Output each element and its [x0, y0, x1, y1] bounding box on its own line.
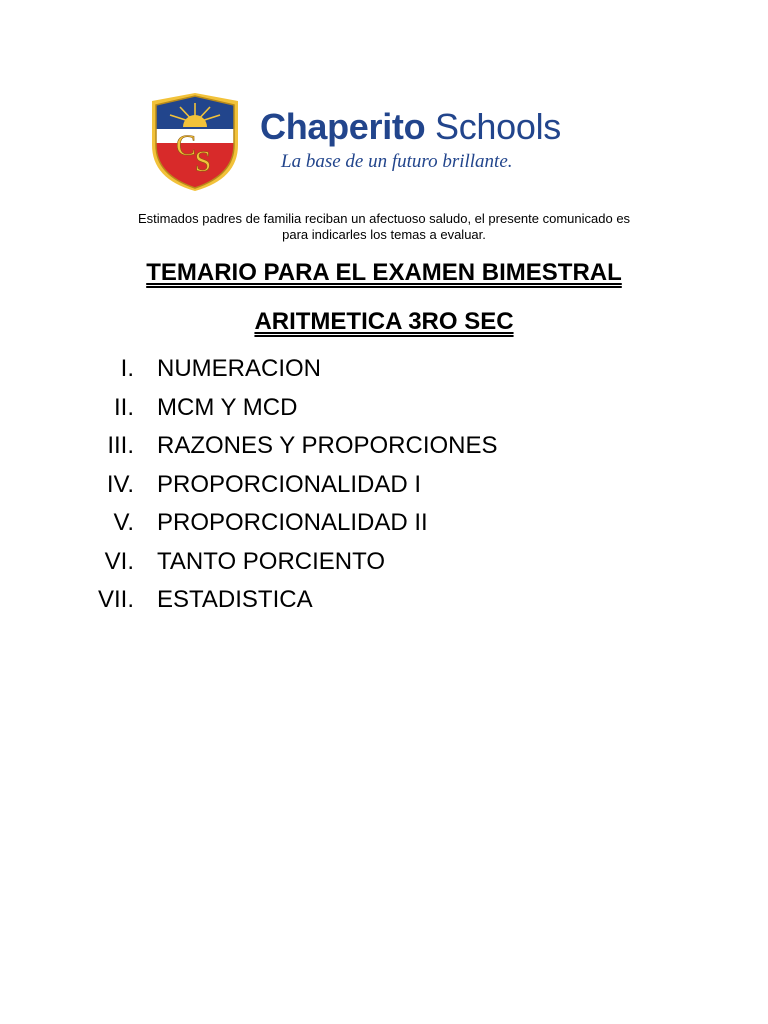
school-name — [260, 107, 561, 147]
topic-number: III. — [107, 432, 134, 459]
topic-text: TANTO PORCIENTO — [157, 547, 386, 575]
topic-item — [60, 543, 386, 582]
topic-text: NUMERACION — [157, 355, 322, 382]
topic-number: I. — [120, 355, 134, 382]
topic-list — [60, 350, 498, 620]
document-title — [0, 258, 768, 288]
document-title-text: TEMARIO PARA EL EXAMEN BIMESTRAL — [146, 259, 622, 286]
topic-number: V. — [113, 509, 134, 536]
topic-text: PROPORCIONALIDAD I — [157, 470, 422, 498]
school-crest-logo — [150, 93, 240, 191]
topic-item — [60, 466, 422, 505]
crest-letter-c: C — [175, 129, 197, 162]
topic-text: MCM Y MCD — [157, 393, 298, 421]
letterhead — [150, 93, 610, 193]
school-tagline: La base de un futuro brillante. — [281, 151, 513, 172]
topic-item — [60, 427, 498, 466]
topic-text: PROPORCIONALIDAD II — [157, 509, 428, 536]
topic-item — [60, 504, 428, 543]
topic-item — [60, 389, 298, 428]
topic-number: VII. — [97, 586, 134, 613]
topic-item — [60, 581, 313, 620]
topic-number: VI. — [104, 547, 134, 575]
greeting-line-1: Estimados padres de familia reciban un afectuoso saludo, el presente comunicado es — [137, 211, 631, 226]
greeting-paragraph — [90, 211, 678, 243]
crest-letter-s: S — [194, 145, 212, 178]
topic-number: IV. — [106, 470, 134, 498]
document-subtitle — [0, 307, 768, 337]
greeting-line-2: para indicarles los temas a evaluar. — [282, 227, 486, 242]
topic-text: RAZONES Y PROPORCIONES — [157, 432, 498, 459]
topic-text: ESTADISTICA — [157, 586, 313, 613]
topic-item — [60, 350, 322, 389]
school-name-light: Schools — [435, 106, 561, 147]
document-subtitle-text: ARITMETICA 3RO SEC — [254, 308, 514, 335]
school-name-bold: Chaperito — [260, 106, 426, 147]
topic-number: II. — [113, 393, 134, 421]
